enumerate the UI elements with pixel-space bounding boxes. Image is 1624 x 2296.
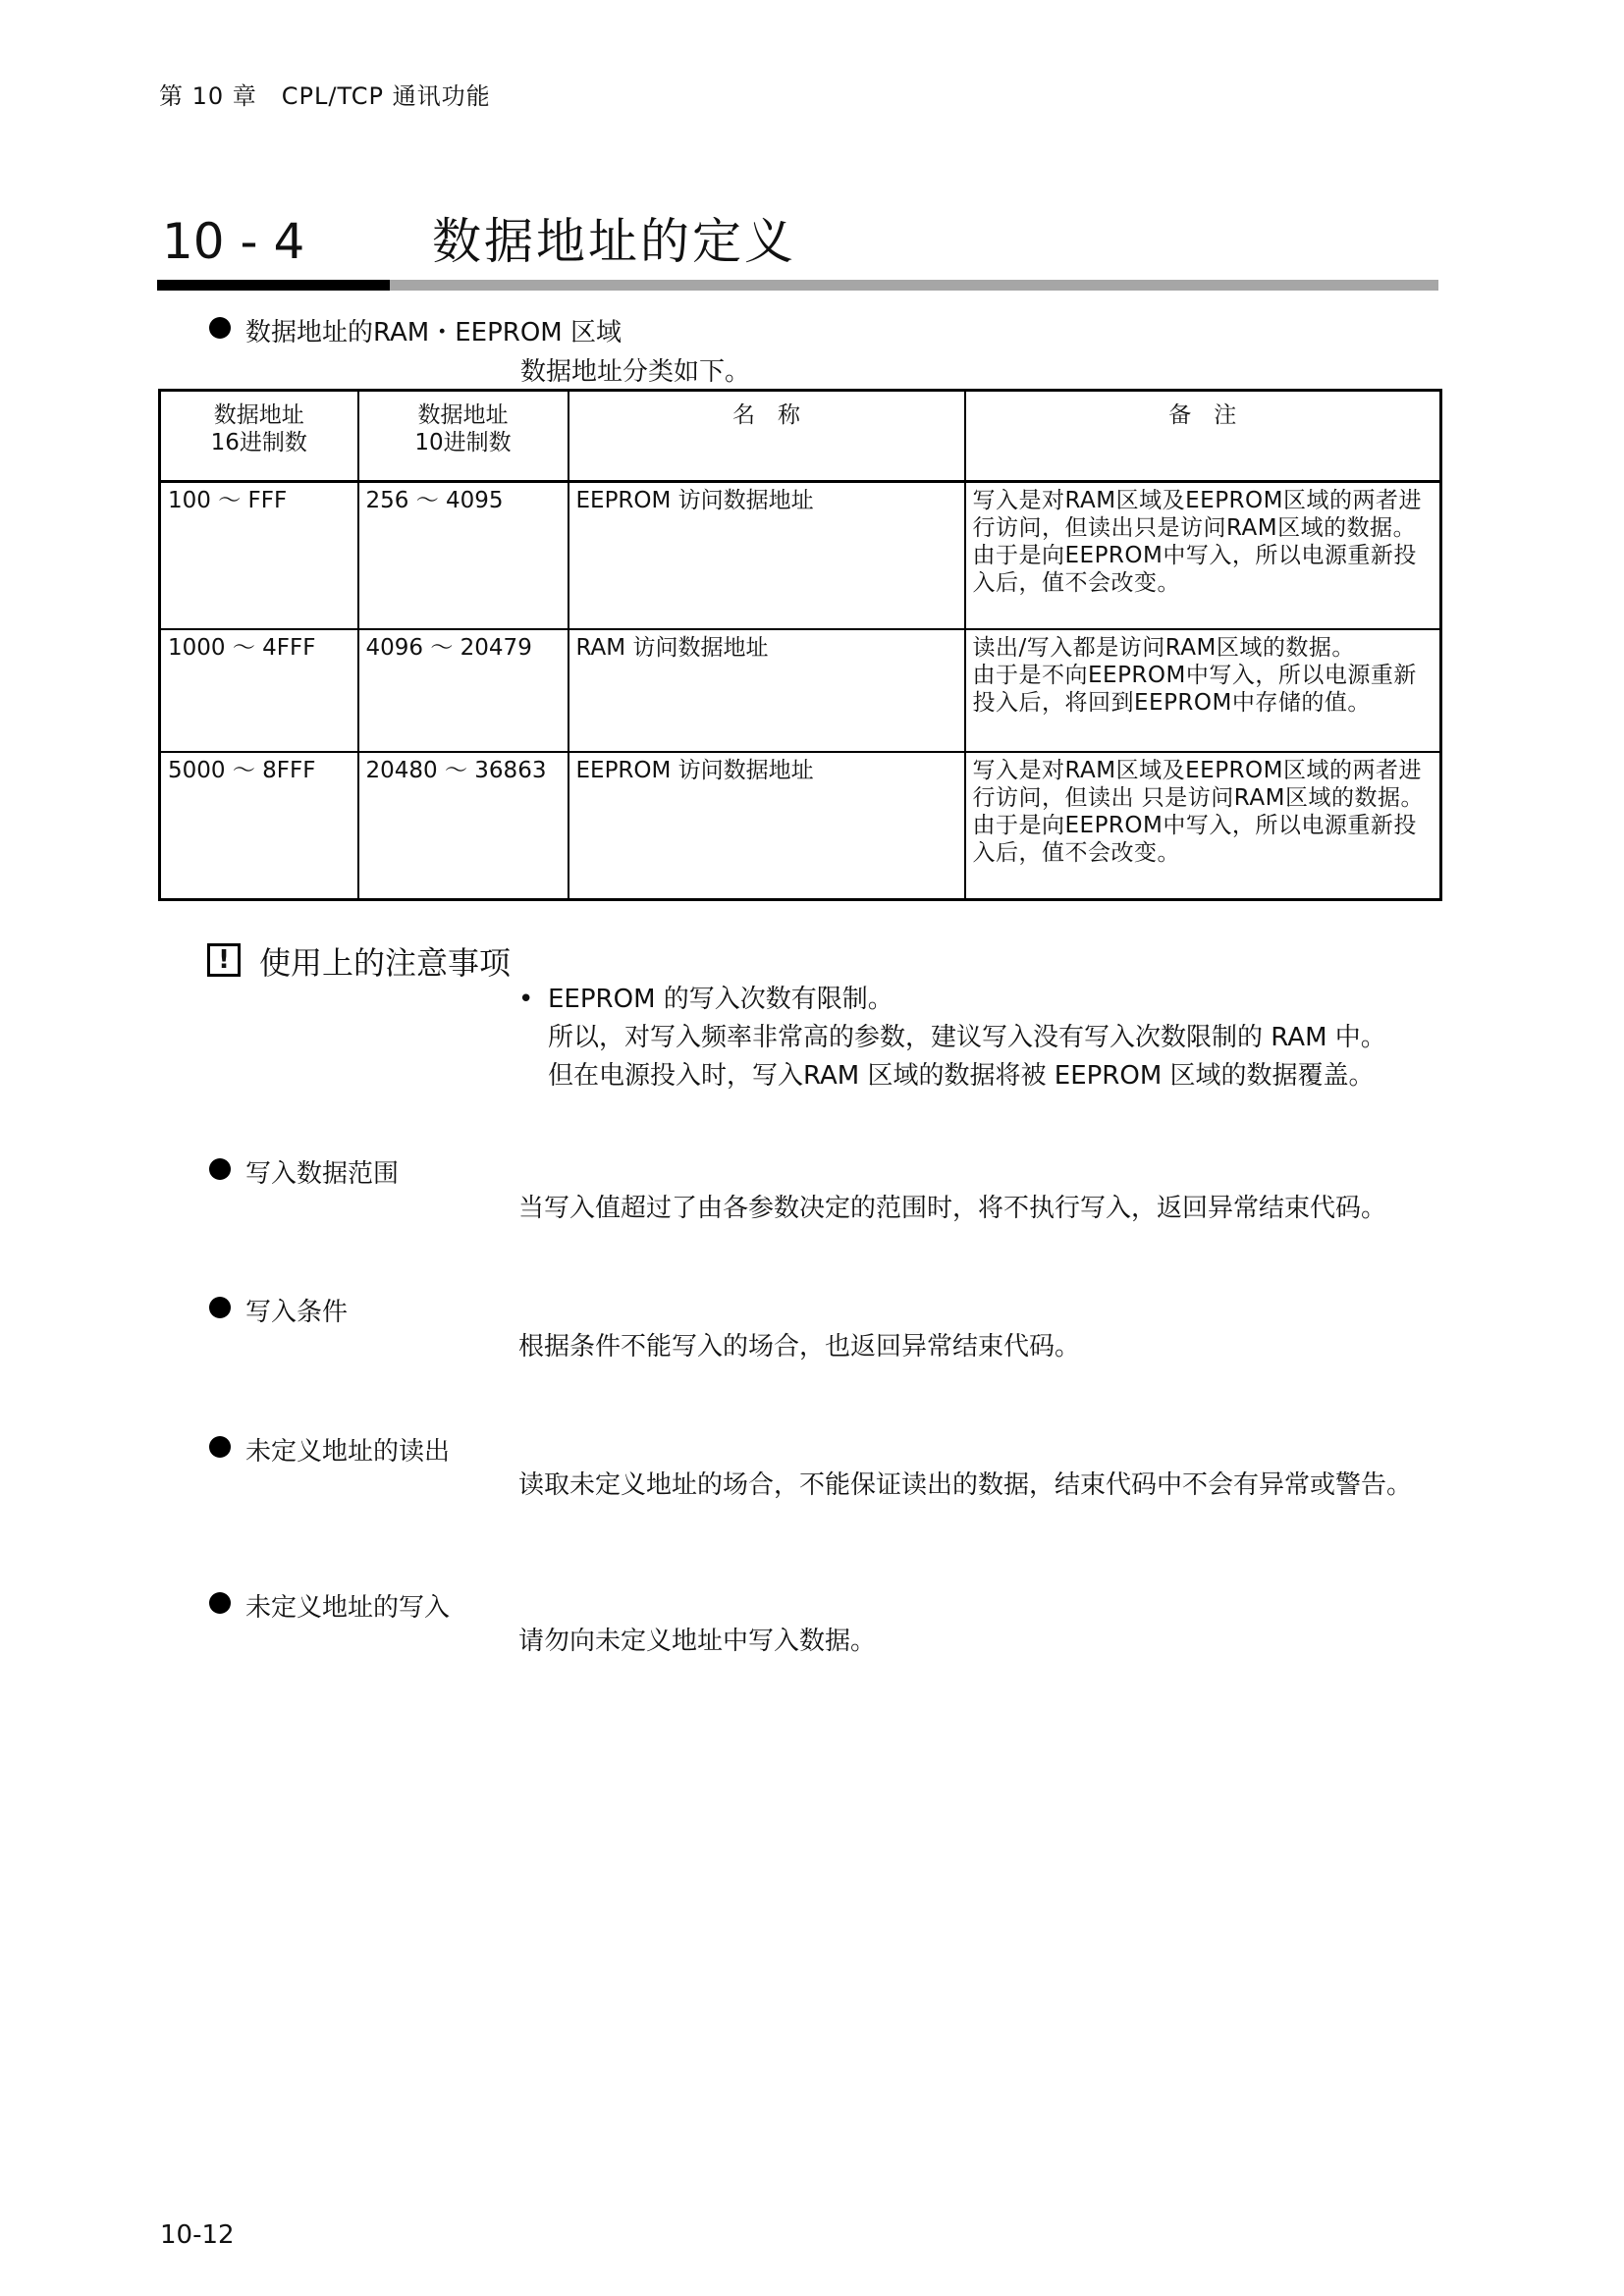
bullet-icon bbox=[209, 317, 231, 339]
caution-line: EEPROM 的写入次数有限制。 bbox=[548, 985, 893, 1014]
header-name-label: 名 称 bbox=[732, 402, 800, 428]
page-title: 数据地址的定义 bbox=[432, 213, 796, 270]
section-text: 根据条件不能写入的场合，也返回异常结束代码。 bbox=[518, 1332, 1081, 1362]
section-text: 请勿向未定义地址中写入数据。 bbox=[518, 1627, 877, 1656]
caution-title: 使用上的注意事项 bbox=[259, 944, 512, 982]
section-heading: 写入条件 bbox=[245, 1298, 349, 1327]
caution-line: 但在电源投入时，写入RAM 区域的数据将被 EEPROM 区域的数据覆盖。 bbox=[548, 1061, 1375, 1091]
cell-dec: 4096 ～ 20479 bbox=[358, 629, 568, 752]
cell-name: RAM 访问数据地址 bbox=[568, 629, 965, 752]
section-heading: 写入数据范围 bbox=[245, 1159, 400, 1189]
cell-note bbox=[965, 629, 1441, 752]
section-intro: 数据地址分类如下。 bbox=[520, 357, 751, 387]
bullet-icon bbox=[209, 1158, 231, 1180]
bullet-icon bbox=[209, 1297, 231, 1318]
cell-hex: 1000 ～ 4FFF bbox=[160, 629, 358, 752]
note-line: 写入是对RAM区域及EEPROM区域的两者进行访问，但读出 只是访问RAM区域的数据。 bbox=[972, 758, 1424, 811]
header-name bbox=[568, 391, 965, 482]
header-note bbox=[965, 391, 1441, 482]
table-row bbox=[160, 752, 1441, 900]
cell-note bbox=[965, 482, 1441, 630]
header-hex-line1: 数据地址 bbox=[213, 402, 304, 428]
title-underline-gray bbox=[390, 280, 1438, 291]
header-note-label: 备 注 bbox=[1168, 402, 1237, 428]
caution-bullet: • bbox=[518, 985, 534, 1014]
note-line: 读出/写入都是访问RAM区域的数据。 bbox=[972, 635, 1355, 661]
caution-line: 所以，对写入频率非常高的参数，建议写入没有写入次数限制的 RAM 中。 bbox=[548, 1023, 1386, 1052]
header-dec-line1: 数据地址 bbox=[417, 402, 509, 428]
chapter-header: 第 10 章 CPL/TCP 通讯功能 bbox=[159, 82, 491, 110]
title-underline-black bbox=[157, 280, 390, 291]
header-dec bbox=[358, 391, 568, 482]
table-row bbox=[160, 629, 1441, 752]
section-text: 当写入值超过了由各参数决定的范围时，将不执行写入，返回异常结束代码。 bbox=[518, 1194, 1387, 1223]
section-heading-ram-eeprom: 数据地址的RAM・EEPROM 区域 bbox=[245, 318, 622, 347]
address-table bbox=[158, 389, 1442, 901]
section-number: 10 - 4 bbox=[162, 213, 305, 270]
note-line: 由于是不向EEPROM中写入，所以电源重新投入后，将回到EEPROM中存储的值。 bbox=[972, 663, 1417, 716]
section-text: 读取未定义地址的场合，不能保证读出的数据，结束代码中不会有异常或警告。 bbox=[518, 1470, 1413, 1500]
cell-name: EEPROM 访问数据地址 bbox=[568, 482, 965, 630]
bullet-icon bbox=[209, 1436, 231, 1458]
cell-hex: 5000 ～ 8FFF bbox=[160, 752, 358, 900]
section-heading: 未定义地址的写入 bbox=[245, 1593, 451, 1623]
cell-name: EEPROM 访问数据地址 bbox=[568, 752, 965, 900]
section-heading: 未定义地址的读出 bbox=[245, 1437, 451, 1467]
table-header-row bbox=[160, 391, 1441, 482]
cell-dec: 20480 ～ 36863 bbox=[358, 752, 568, 900]
bullet-icon bbox=[209, 1592, 231, 1614]
note-line: 由于是向EEPROM中写入，所以电源重新投入后，值不会改变。 bbox=[972, 543, 1417, 596]
exclamation-icon: ! bbox=[207, 943, 241, 977]
table-row bbox=[160, 482, 1441, 630]
note-line: 由于是向EEPROM中写入，所以电源重新投入后，值不会改变。 bbox=[972, 813, 1417, 866]
header-dec-line2: 10进制数 bbox=[414, 430, 512, 455]
cell-dec: 256 ～ 4095 bbox=[358, 482, 568, 630]
header-hex-line2: 16进制数 bbox=[210, 430, 307, 455]
cell-note bbox=[965, 752, 1441, 900]
header-hex bbox=[160, 391, 358, 482]
cell-hex: 100 ～ FFF bbox=[160, 482, 358, 630]
note-line: 写入是对RAM区域及EEPROM区域的两者进行访问，但读出只是访问RAM区域的数据。 bbox=[972, 488, 1422, 541]
page-number: 10-12 bbox=[160, 2220, 235, 2250]
